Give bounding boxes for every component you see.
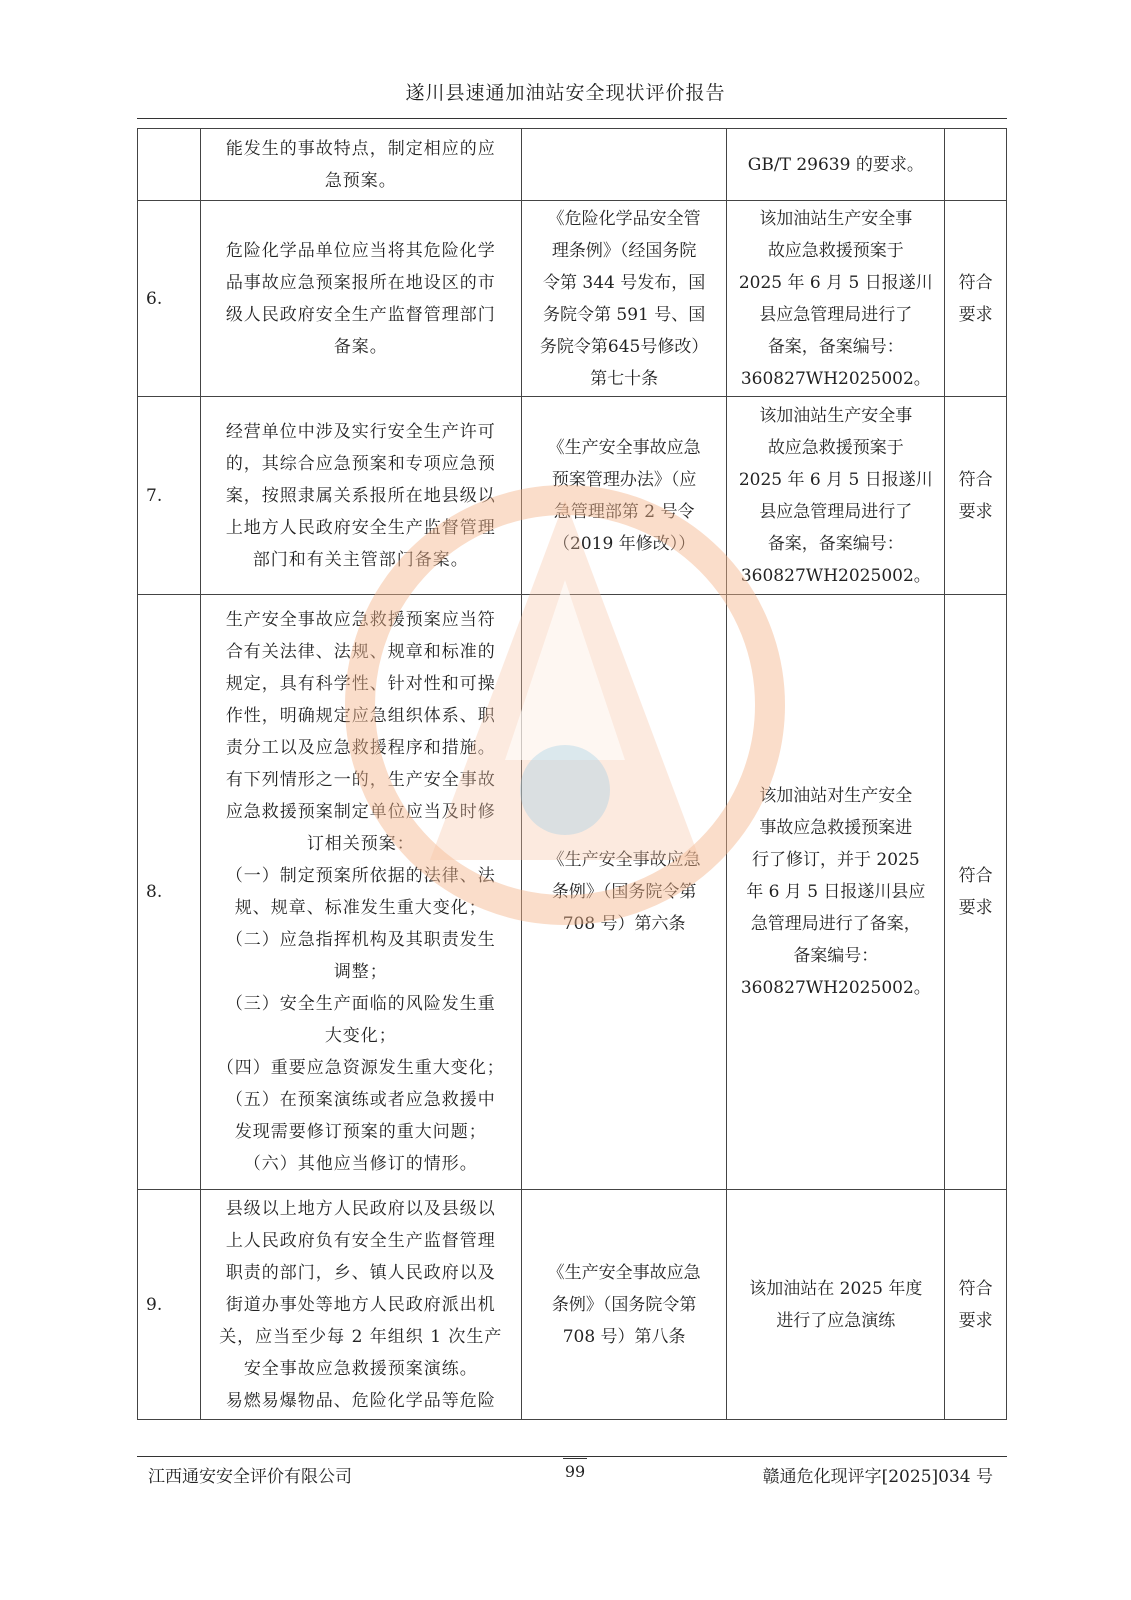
requirement-cell	[200, 595, 521, 1190]
inspection-result-cell	[727, 201, 945, 397]
table-row	[138, 1190, 1007, 1420]
conformity-cell	[945, 1190, 1007, 1420]
requirement-cell-line: 有下列情形之一的，生产安全事故	[225, 770, 496, 790]
legal-basis-cell-line: 《生产安全事故应急	[547, 437, 701, 458]
row-number: 6.	[138, 201, 201, 397]
legal-basis-cell-line: （2019 年修改））	[553, 533, 696, 554]
inspection-result-cell-line: 年 6 月 5 日报遂川县应	[746, 882, 926, 902]
requirement-cell-line: 部门和有关主管部门备案。	[252, 549, 469, 570]
legal-basis-cell-line: 708 号）第六条	[562, 914, 686, 934]
requirement-cell-line: （四）重要应急资源发生重大变化；	[216, 1058, 505, 1078]
requirement-cell	[200, 201, 521, 397]
inspection-result-cell	[727, 1190, 945, 1420]
requirement-cell-line: 订相关预案：	[306, 834, 415, 854]
legal-basis-cell-line: 令第 344 号发布，国	[543, 272, 706, 293]
requirement-cell-line: 上人民政府负有安全生产监督管理	[225, 1230, 496, 1251]
requirement-cell-line: （三）安全生产面临的风险发生重	[225, 994, 496, 1014]
inspection-result-cell-line: 360827WH2025002。	[740, 565, 931, 586]
legal-basis-cell-line: 务院令第645号修改）	[539, 336, 709, 357]
row-number: 8.	[138, 595, 201, 1190]
inspection-result-cell-line: 急管理局进行了备案，	[750, 914, 921, 934]
requirement-cell-line: 职责的部门，乡、镇人民政府以及	[225, 1262, 496, 1283]
requirement-cell-line: 安全事故应急救援预案演练。	[243, 1358, 478, 1379]
compliance-table-body	[138, 129, 1007, 1420]
requirement-cell-line: （六）其他应当修订的情形。	[243, 1154, 478, 1174]
inspection-result-cell-line: 该加油站在 2025 年度	[749, 1278, 923, 1299]
inspection-result-cell-line: 360827WH2025002。	[740, 978, 931, 998]
requirement-cell-line: （一）制定预案所依据的法律、法	[225, 866, 496, 886]
inspection-result-cell-line: 备案，备案编号：	[767, 533, 904, 554]
conformity-cell	[945, 201, 1007, 397]
requirement-cell-line: 责分工以及应急救援程序和措施。	[225, 738, 496, 758]
inspection-result-cell	[727, 595, 945, 1190]
requirement-cell-line: 街道办事处等地方人民政府派出机	[225, 1294, 496, 1315]
conformity-cell	[945, 595, 1007, 1190]
inspection-result-cell-line: 备案编号：	[793, 946, 879, 966]
legal-basis-cell-line: 708 号）第八条	[562, 1326, 686, 1347]
requirement-cell-line: 关，应当至少每 2 年组织 1 次生产	[219, 1326, 503, 1347]
legal-basis-cell-line: 《危险化学品安全管	[547, 208, 701, 229]
row-number: 9.	[138, 1190, 201, 1420]
requirement-cell-line: 调整；	[333, 962, 388, 982]
inspection-result-cell	[727, 397, 945, 595]
inspection-result-cell-line: 该加油站对生产安全	[759, 786, 913, 806]
legal-basis-cell-line: 条例》（国务院令第	[551, 882, 697, 902]
legal-basis-cell-line: 急管理部第 2 号令	[553, 501, 695, 522]
conformity-cell-line: 要求	[958, 898, 993, 918]
requirement-cell-line: 发现需要修订预案的重大问题；	[234, 1122, 487, 1142]
page-header-title: 遂川县速通加油站安全现状评价报告	[405, 82, 726, 104]
inspection-result-cell-line: 进行了应急演练	[776, 1310, 896, 1331]
table-row	[138, 201, 1007, 397]
requirement-cell-line: 生产安全事故应急救援预案应当符	[225, 610, 496, 630]
conformity-cell-line: 符合	[958, 866, 993, 886]
legal-basis-cell	[521, 1190, 727, 1420]
legal-basis-cell-line: 预案管理办法》（应	[551, 469, 697, 490]
requirement-cell-line: （五）在预案演练或者应急救援中	[225, 1090, 496, 1110]
conformity-cell-line: 要求	[958, 501, 993, 522]
page-number: 99	[564, 1462, 586, 1481]
requirement-cell	[200, 397, 521, 595]
requirement-cell-line: 品事故应急预案报所在地设区的市	[225, 272, 496, 293]
requirement-cell-line: 备案。	[333, 336, 388, 357]
header-divider	[137, 118, 1007, 119]
conformity-cell-line: 要求	[958, 304, 993, 325]
footer-divider	[137, 1456, 1007, 1457]
conformity-cell-line: 符合	[958, 272, 993, 293]
compliance-table	[137, 128, 1007, 1420]
conformity-cell-line: 要求	[958, 1310, 993, 1331]
requirement-cell-line: 级人民政府安全生产监督管理部门	[225, 304, 496, 325]
footer-doc-number: 赣通危化现评字[2025]034 号	[762, 1467, 993, 1487]
inspection-result-cell	[727, 129, 945, 201]
requirement-cell-line: 上地方人民政府安全生产监督管理	[225, 517, 496, 538]
inspection-result-cell-line: 该加油站生产安全事	[759, 405, 913, 426]
inspection-result-cell-line: 2025 年 6 月 5 日报遂川	[738, 272, 933, 293]
legal-basis-cell	[521, 129, 727, 201]
table-row	[138, 397, 1007, 595]
requirement-cell-line: 县级以上地方人民政府以及县级以	[225, 1198, 496, 1219]
inspection-result-cell-line: 行了修订，并于 2025	[751, 850, 920, 870]
legal-basis-cell-line: 条例》（国务院令第	[551, 1294, 697, 1315]
conformity-cell-line: 符合	[958, 1278, 993, 1299]
requirement-cell-line: 合有关法律、法规、规章和标准的	[225, 642, 496, 662]
conformity-cell	[945, 397, 1007, 595]
requirement-cell-line: 急预案。	[324, 170, 397, 191]
table-row	[138, 595, 1007, 1190]
row-number	[138, 129, 201, 201]
requirement-cell-line: 大变化；	[324, 1026, 397, 1046]
footer-company: 江西通安安全评价有限公司	[148, 1467, 352, 1487]
legal-basis-cell-line: 务院令第 591 号、国	[543, 304, 706, 325]
legal-basis-cell	[521, 595, 727, 1190]
inspection-result-cell-line: 该加油站生产安全事	[759, 208, 913, 229]
requirement-cell-line: 规、规章、标准发生重大变化；	[234, 898, 487, 918]
page-number-bar	[563, 1458, 587, 1459]
requirement-cell-line: 作性，明确规定应急组织体系、职	[225, 706, 496, 726]
requirement-cell-line: 危险化学品单位应当将其危险化学	[225, 240, 496, 261]
requirement-cell-line: 的，其综合应急预案和专项应急预	[225, 453, 496, 474]
legal-basis-cell-line: 第七十条	[590, 368, 659, 389]
inspection-result-cell-line: GB/T 29639 的要求。	[747, 154, 924, 175]
inspection-result-cell-line: 2025 年 6 月 5 日报遂川	[738, 469, 933, 490]
requirement-cell-line: （二）应急指挥机构及其职责发生	[225, 930, 496, 950]
inspection-result-cell-line: 事故应急救援预案进	[759, 818, 913, 838]
inspection-result-cell-line: 县应急管理局进行了	[759, 501, 913, 522]
legal-basis-cell-line: 《生产安全事故应急	[547, 1262, 701, 1283]
requirement-cell-line: 应急救援预案制定单位应当及时修	[225, 802, 496, 822]
inspection-result-cell-line: 备案，备案编号：	[767, 336, 904, 357]
table-row	[138, 129, 1007, 201]
requirement-cell-line: 规定，具有科学性、针对性和可操	[225, 674, 496, 694]
legal-basis-cell	[521, 397, 727, 595]
conformity-cell	[945, 129, 1007, 201]
requirement-cell-line: 案，按照隶属关系报所在地县级以	[225, 485, 496, 506]
legal-basis-cell-line: 《生产安全事故应急	[547, 850, 701, 870]
legal-basis-cell	[521, 201, 727, 397]
requirement-cell-line: 经营单位中涉及实行安全生产许可	[225, 421, 496, 442]
inspection-result-cell-line: 360827WH2025002。	[740, 368, 931, 389]
requirement-cell-line: 易燃易爆物品、危险化学品等危险	[225, 1390, 496, 1411]
inspection-result-cell-line: 县应急管理局进行了	[759, 304, 913, 325]
requirement-cell-line: 能发生的事故特点，制定相应的应	[225, 138, 496, 159]
conformity-cell-line: 符合	[958, 469, 993, 490]
inspection-result-cell-line: 故应急救援预案于	[767, 437, 904, 458]
legal-basis-cell-line: 理条例》（经国务院	[551, 240, 697, 261]
requirement-cell	[200, 129, 521, 201]
row-number: 7.	[138, 397, 201, 595]
requirement-cell	[200, 1190, 521, 1420]
inspection-result-cell-line: 故应急救援预案于	[767, 240, 904, 261]
